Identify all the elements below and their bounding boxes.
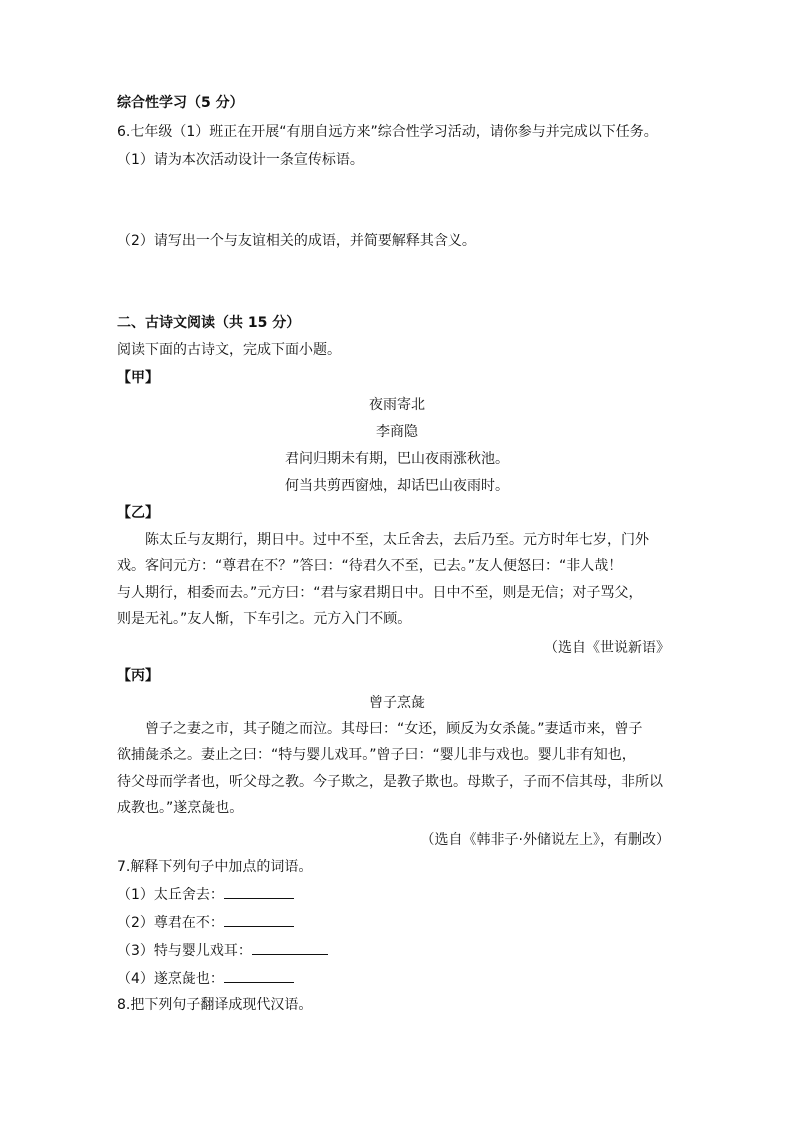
passage-yi-text xyxy=(117,527,670,632)
question-6-part-2: （2）请写出一个与友谊相关的成语，并简要解释其含义。 xyxy=(117,233,476,249)
answer-blank[interactable] xyxy=(252,940,328,955)
question-8-stem: 8.把下列句子翻译成现代汉语。 xyxy=(117,997,313,1013)
question-7-item-label: （4）遂烹彘也： xyxy=(117,971,224,987)
passage-bing-source: （选自《韩非子·外储说左上》，有删改） xyxy=(420,832,670,848)
answer-blank[interactable] xyxy=(224,912,294,927)
poem-line: 何当共剪西窗烛，却话巴山夜雨时。 xyxy=(285,478,509,494)
classical-reading-heading: 二、古诗文阅读（共 15 分） xyxy=(117,315,301,331)
passage-line: 与人期行，相委而去。”元方曰：“君与家君期日中。日中不至，则是无信；对子骂父， xyxy=(117,584,643,601)
passage-yi-label: 【乙】 xyxy=(117,505,159,521)
passage-line: 戏。客问元方：“尊君在不？”答曰：“待君久不至，已去。”友人便怒曰：“非人哉！ xyxy=(117,558,623,575)
poem-line: 君问归期未有期，巴山夜雨涨秋池。 xyxy=(285,451,509,467)
passage-line: 则是无礼。”友人惭，下车引之。元方入门不顾。 xyxy=(117,610,412,627)
passage-line: 欲捕彘杀之。妻止之曰：“特与婴儿戏耳。”曾子曰：“婴儿非与戏也。婴儿非有知也， xyxy=(117,747,636,764)
question-7-item xyxy=(117,912,677,933)
passage-bing-title: 曾子烹彘 xyxy=(369,695,425,711)
passage-line: 成教也。”遂烹彘也。 xyxy=(117,799,244,816)
passage-yi-source: （选自《世说新语》 xyxy=(544,640,670,656)
passage-line: 曾子之妻之市，其子随之而泣。其母曰：“女还，顾反为女杀彘。”妻适市来，曾子 xyxy=(145,721,643,737)
classical-reading-instruction: 阅读下面的古诗文，完成下面小题。 xyxy=(117,342,341,358)
question-7-item-label: （3）特与婴儿戏耳： xyxy=(117,943,252,959)
poem-title: 夜雨寄北 xyxy=(369,397,425,413)
passage-bing-text xyxy=(117,716,670,821)
integrated-study-heading: 综合性学习（5 分） xyxy=(117,95,244,111)
passage-jia-label: 【甲】 xyxy=(117,370,159,386)
answer-blank[interactable] xyxy=(224,884,294,899)
question-6-part-1: （1）请为本次活动设计一条宣传标语。 xyxy=(117,152,364,168)
question-7-stem: 7.解释下列句子中加点的词语。 xyxy=(117,859,313,875)
question-6-stem: 6.七年级（1）班正在开展“有朋自远方来”综合性学习活动，请你参与并完成以下任务。 xyxy=(117,124,658,140)
question-7-item-label: （2）尊君在不： xyxy=(117,915,224,931)
question-7-item xyxy=(117,940,677,961)
question-7-item xyxy=(117,884,677,905)
question-7-item-label: （1）太丘舍去： xyxy=(117,887,224,903)
passage-line: 陈太丘与友期行，期日中。过中不至，太丘舍去，去后乃至。元方时年七岁，门外 xyxy=(145,532,649,548)
question-7-item xyxy=(117,968,677,989)
answer-blank[interactable] xyxy=(224,968,294,983)
poem-author: 李商隐 xyxy=(376,424,418,440)
passage-line: 待父母而学者也，听父母之教。今子欺之，是教子欺也。母欺子，子而不信其母，非所以 xyxy=(117,773,663,790)
passage-bing-label: 【丙】 xyxy=(117,668,159,684)
